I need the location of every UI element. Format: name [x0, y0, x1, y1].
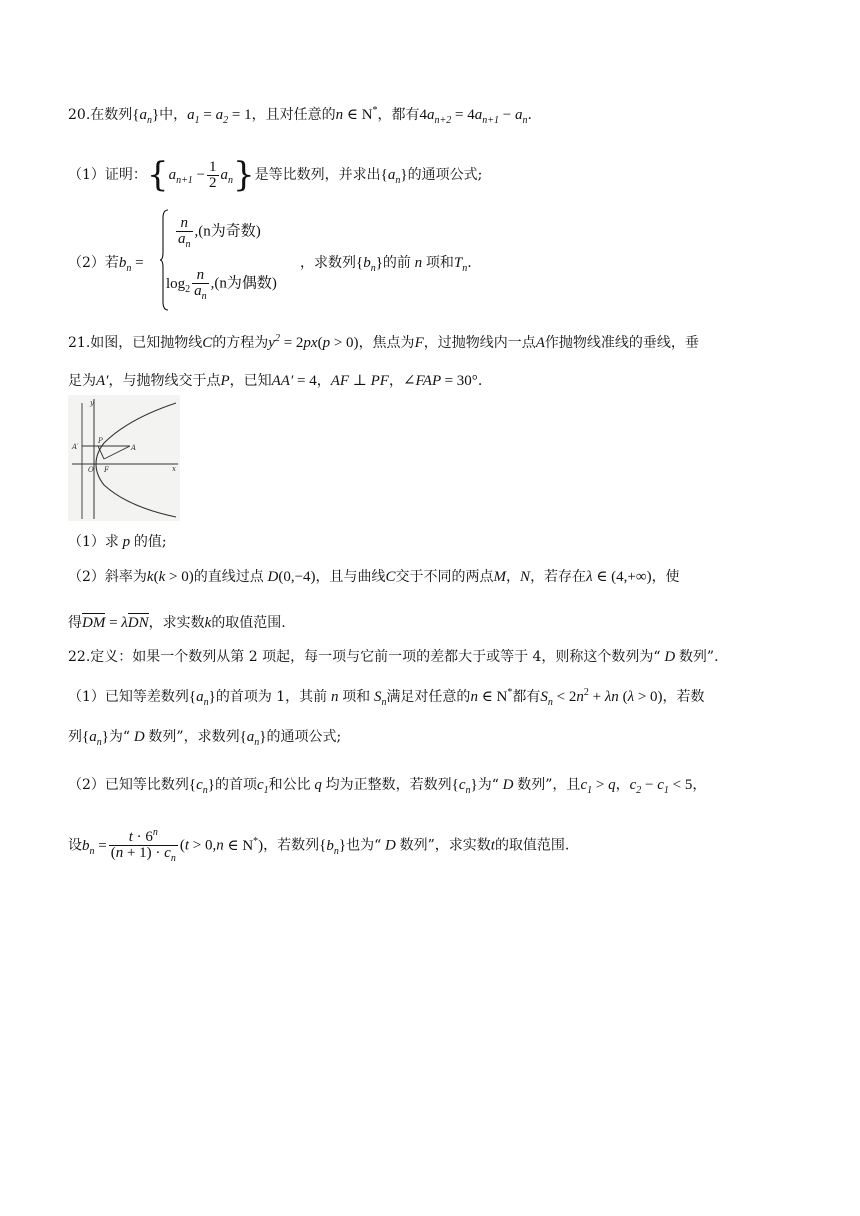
- math: $a_n$: [220, 167, 234, 186]
- q21-part1: [68, 535, 167, 550]
- text: 数列”，求数列: [148, 729, 240, 745]
- label-x: x: [172, 465, 176, 473]
- fraction: $\frac{t \cdot 6^n}{(n + 1) \cdot c_n}$: [110, 827, 176, 864]
- q22-part2: [68, 777, 707, 796]
- text: （2）斜率为: [68, 569, 147, 585]
- text: ，求实数: [148, 615, 205, 631]
- q22-part1: [68, 687, 705, 708]
- math: $\log_2$: [166, 275, 191, 295]
- math: D: [130, 729, 149, 745]
- math: D(0,−4): [263, 569, 316, 585]
- text: ，都有: [377, 107, 420, 123]
- text: .: [467, 255, 472, 271]
- text: ，使: [651, 569, 680, 585]
- math: $b_n$ =: [118, 255, 144, 274]
- text: 数列”，求实数: [399, 837, 491, 854]
- q20-part1: [68, 155, 483, 195]
- math: $S_n < 2n^2 + \lambda n$ (λ > 0): [540, 687, 663, 708]
- text: 项和: [425, 255, 454, 271]
- math: n ∈ N*: [335, 105, 378, 123]
- text: ，若存在: [530, 569, 587, 585]
- text: 的取值范围.: [494, 837, 570, 854]
- text: 作抛物线准线的垂线，垂: [544, 335, 699, 351]
- text: 的首项为 1，其前: [215, 689, 328, 705]
- text: 和公比: [268, 777, 311, 793]
- text: 项和: [342, 689, 371, 705]
- math: $S_n$: [370, 689, 387, 708]
- text: 足为: [68, 373, 96, 389]
- text: 的方程为: [212, 335, 269, 351]
- math: ∠FAP = 30°: [402, 373, 478, 389]
- text: （1）求: [68, 534, 119, 550]
- math: $a_1 = a_2 = 1$: [187, 107, 252, 126]
- q22-part2-cont: [68, 827, 570, 864]
- text: 数列”.: [678, 649, 719, 665]
- text: （1）已知等差数列: [68, 689, 189, 705]
- text: ，: [316, 373, 331, 389]
- q20-part2-tail: [300, 255, 472, 274]
- text: .: [477, 373, 483, 389]
- q21-line2: [68, 374, 482, 389]
- q22-stem: [68, 650, 719, 665]
- label-y: y: [90, 399, 94, 407]
- math: n: [327, 689, 343, 705]
- text: （2）若: [68, 255, 119, 271]
- math: D: [498, 777, 518, 793]
- piecewise: [160, 208, 310, 312]
- math: = λ: [109, 615, 128, 631]
- seq-set: $\{a_n\}$: [380, 167, 408, 186]
- text: ，且对任意的: [251, 107, 336, 123]
- case-2: [166, 267, 277, 302]
- text: 均为正整数，若数列: [325, 777, 452, 793]
- math: q: [310, 777, 326, 793]
- brace: {: [146, 155, 169, 195]
- math: C: [202, 335, 213, 351]
- text: ，若数: [662, 689, 705, 705]
- seq-set: $\{a_n\}$: [188, 689, 216, 708]
- text: 是等比数列，并求出: [254, 167, 381, 183]
- math: N: [520, 569, 531, 585]
- text: 的取值范围.: [211, 615, 286, 631]
- seq-set: $\{b_n\}$: [319, 837, 347, 857]
- text: 都有: [512, 689, 541, 705]
- case-1: [174, 215, 261, 250]
- math: λ ∈ (4,+∞): [586, 569, 652, 585]
- text: ，: [506, 569, 521, 585]
- text: 列: [68, 729, 82, 745]
- seq-set: $\{a_n\}$: [82, 729, 109, 748]
- text: 设: [68, 837, 82, 854]
- label-o: O: [88, 466, 94, 474]
- math: $b_n$ =: [82, 837, 107, 857]
- text: （1）证明：: [68, 167, 147, 183]
- text: 的直线过点: [193, 569, 264, 585]
- text: ，已知: [229, 373, 272, 389]
- q20-part2-label: [68, 255, 144, 274]
- math: k: [204, 615, 212, 631]
- text: 的首项: [215, 777, 257, 793]
- q20-stem: 20.在数列$\{a_n\}$中，$a_1 = a_2 = 1$，且对任意的n ∈ N*，都有$4a_{n+2} = 4a_{n+1} - a_n$.: [68, 105, 532, 126]
- math: $c_1 > q$: [580, 777, 616, 796]
- text: ，: [692, 777, 707, 793]
- label-p: P: [98, 437, 103, 445]
- text: 得: [68, 615, 82, 631]
- q21-part2: [68, 570, 680, 585]
- math: n ∈ N*: [470, 687, 513, 705]
- math: n: [410, 255, 426, 271]
- math: P: [220, 373, 230, 389]
- text: 22.定义：如果一个数列从第 2 项起，每一项与它前一项的差都大于或等于 4，则称这个数列为“: [68, 649, 661, 665]
- seq-set: $\{c_n\}$: [451, 777, 478, 796]
- text: ，焦点为: [358, 335, 415, 351]
- text: ，与抛物线交于点: [108, 373, 221, 389]
- label-f: F: [104, 466, 109, 474]
- seq-set: $\{a_n\}$: [239, 729, 267, 748]
- math: $c_2 - c_1 < 5$: [629, 777, 693, 796]
- text: 的通项公式;: [407, 167, 483, 183]
- math: F: [414, 335, 424, 351]
- label-a-prime: A′: [72, 443, 79, 451]
- text: 满足对任意的: [386, 689, 471, 705]
- text: ，求数列: [300, 255, 356, 271]
- text: ，: [388, 373, 403, 389]
- text: ，若数列: [263, 837, 320, 854]
- text: （2）已知等比数列: [68, 777, 189, 793]
- math: A′: [96, 373, 109, 389]
- fraction: $\frac{n}{a_n}$: [178, 215, 191, 250]
- math: $T_n$: [453, 255, 468, 274]
- q21-part2-cont: [68, 616, 286, 631]
- text: ,(n为奇数): [194, 223, 261, 240]
- q21-line1: [68, 333, 699, 351]
- text: 为“: [477, 777, 499, 793]
- math: D: [381, 837, 400, 854]
- brace: }: [233, 155, 255, 195]
- text: 的前: [382, 255, 411, 271]
- math: $y^2 = 2px(p > 0)$: [268, 333, 359, 351]
- seq-set: $\{b_n\}$: [356, 255, 383, 274]
- vector-dn: DN: [127, 615, 149, 631]
- math: D: [660, 649, 679, 665]
- math: k(k > 0): [146, 569, 194, 585]
- text: 21.如图，已知抛物线: [68, 335, 203, 351]
- math: $4a_{n+2} = 4a_{n+1} - a_n$: [419, 107, 528, 126]
- text: 的值;: [133, 534, 167, 550]
- math: A: [535, 335, 545, 351]
- vector-dm: DM: [82, 615, 106, 631]
- math: M: [493, 569, 507, 585]
- text: 20.在数列: [68, 107, 133, 123]
- q22-part1-cont: [68, 729, 342, 748]
- math: $a_{n+1}$ −: [168, 167, 206, 186]
- text: ，过抛物线内一点: [423, 335, 536, 351]
- text: 数列”，且: [517, 777, 581, 793]
- math: AF ⊥ PF: [330, 373, 389, 389]
- text: 中，: [159, 107, 188, 123]
- fraction: $\frac{1}{2}$: [209, 158, 217, 191]
- text: 交于不同的两点: [395, 569, 494, 585]
- text: 也为“: [346, 837, 382, 854]
- seq-set: $\{a_n\}$: [132, 107, 160, 126]
- text: 的通项公式;: [266, 729, 342, 745]
- math: p: [118, 534, 134, 550]
- label-a: A: [131, 444, 137, 452]
- text: ，: [615, 777, 630, 793]
- math: C: [385, 569, 396, 585]
- math: $c_1$: [257, 777, 269, 796]
- fraction: $\frac{n}{a_n}$: [194, 267, 207, 302]
- seq-set: $\{c_n\}$: [188, 777, 215, 796]
- parabola-figure: [68, 395, 180, 521]
- text: 为“: [108, 729, 131, 745]
- math: t: [490, 837, 495, 854]
- math: (t > 0,n ∈ N*): [179, 835, 264, 854]
- text: ，且与曲线: [315, 569, 386, 585]
- text: ,(n为偶数): [210, 275, 277, 292]
- math: AA′ = 4: [271, 373, 317, 389]
